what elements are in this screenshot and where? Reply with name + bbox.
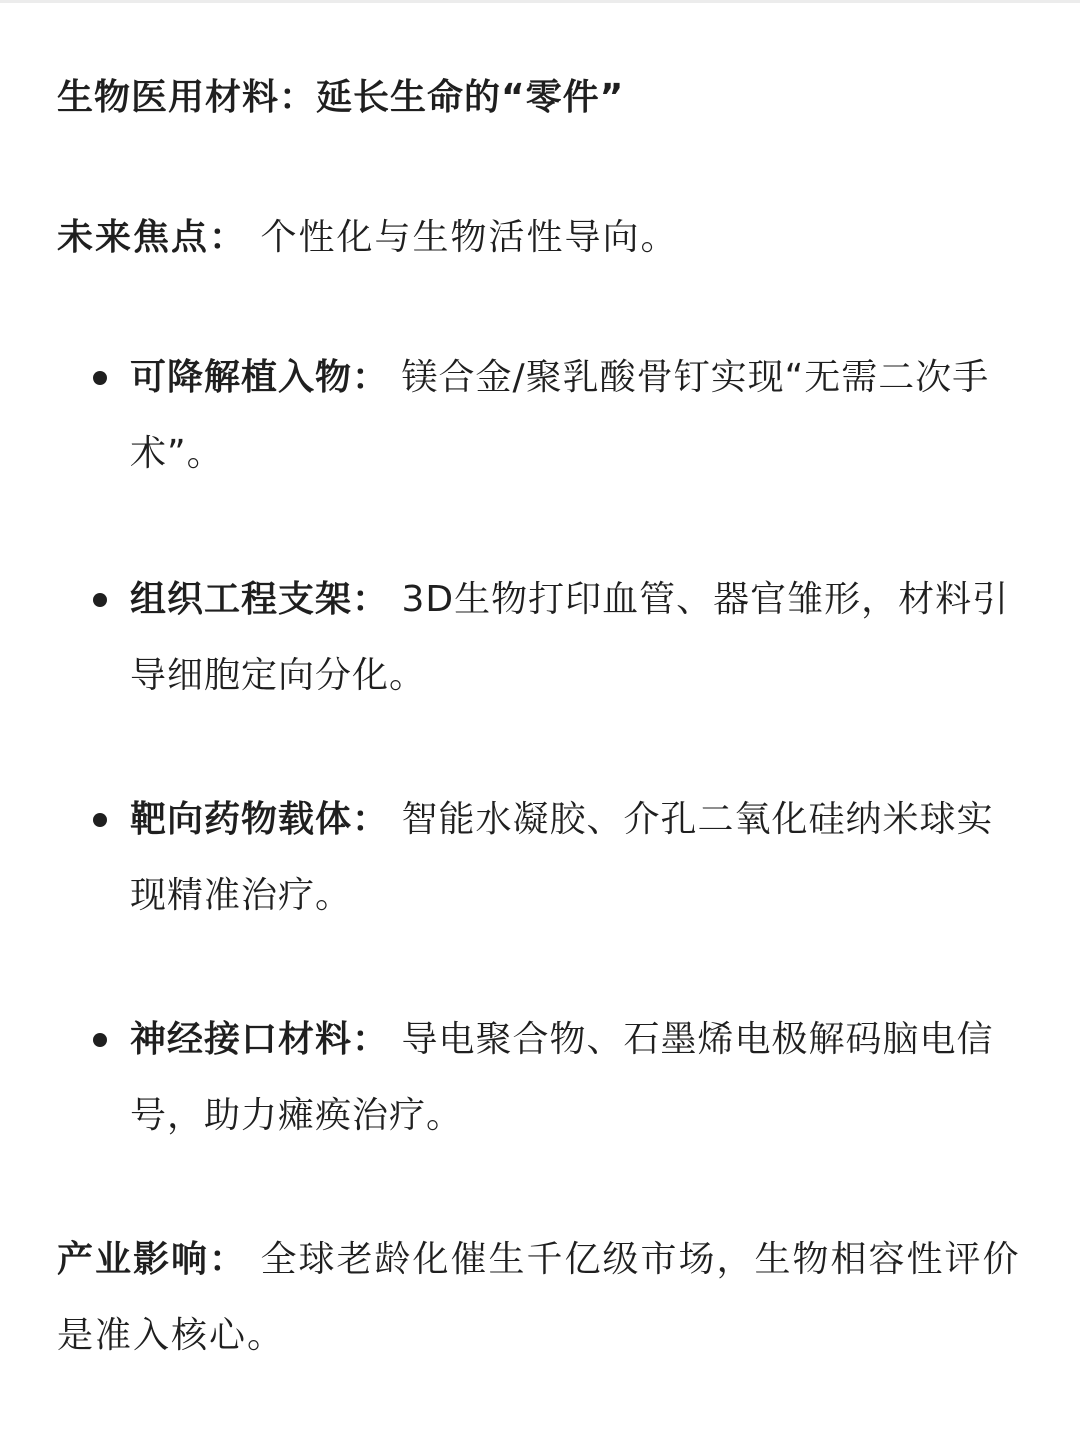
industry-impact-text: 全球老龄化催生千亿级市场，生物相容性评价是准入核心。 bbox=[57, 1239, 1021, 1356]
bullet-dot-icon bbox=[93, 1033, 107, 1047]
future-focus-text: 个性化与生物活性导向。 bbox=[260, 217, 679, 258]
list-item-text: 镁合金/聚乳酸骨钉实现“无需二次手术”。 bbox=[130, 357, 990, 474]
bullet-dot-icon bbox=[93, 813, 107, 827]
bullet-dot-icon bbox=[93, 593, 107, 607]
list-item-text: 导电聚合物、石墨烯电极解码脑电信号，助力瘫痪治疗。 bbox=[130, 1019, 994, 1136]
list-item-tissue-scaffolds bbox=[130, 562, 1030, 714]
list-item-label: 神经接口材料： bbox=[130, 1019, 390, 1060]
list-item-label: 组织工程支架： bbox=[130, 579, 390, 620]
list-item-text: 智能水凝胶、介孔二氧化硅纳米球实现精准治疗。 bbox=[130, 799, 994, 916]
industry-impact-paragraph bbox=[57, 1222, 1032, 1374]
list-item-neural-interface bbox=[130, 1002, 1030, 1154]
article-title: 生物医用材料：延长生命的“零件” bbox=[57, 77, 625, 118]
future-focus-paragraph bbox=[57, 200, 1032, 276]
list-item-label: 靶向药物载体： bbox=[130, 799, 390, 840]
list-item-degradable-implants bbox=[130, 340, 1030, 492]
industry-impact-label: 产业影响： bbox=[57, 1239, 248, 1280]
list-item-text: 3D生物打印血管、器官雏形，材料引导细胞定向分化。 bbox=[130, 579, 1010, 696]
future-focus-label: 未来焦点： bbox=[57, 217, 248, 258]
bullet-dot-icon bbox=[93, 371, 107, 385]
list-item-drug-carriers bbox=[130, 782, 1030, 934]
list-item-label: 可降解植入物： bbox=[130, 357, 390, 398]
